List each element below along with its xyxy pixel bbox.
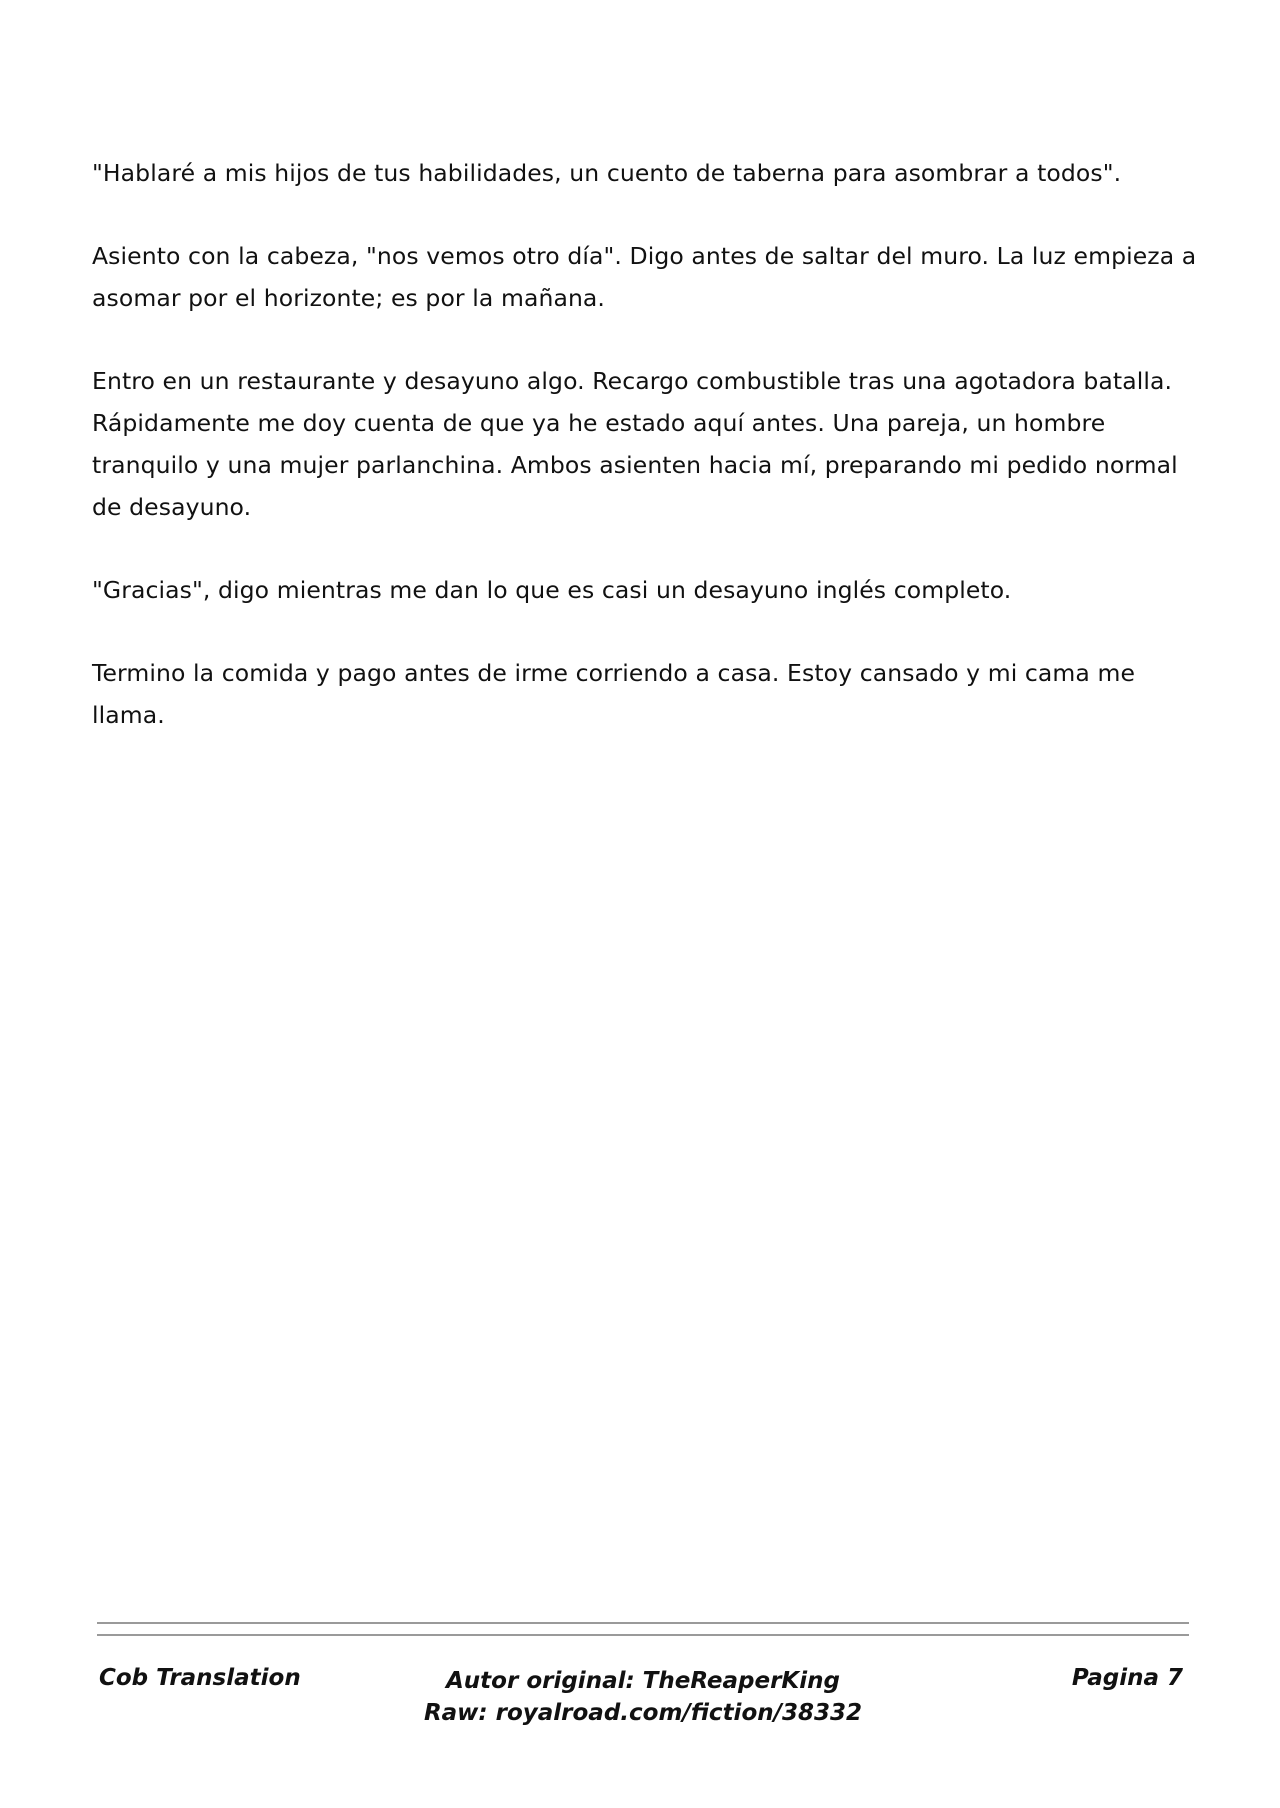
- footer-rule-top: [97, 1622, 1189, 1624]
- footer-divider: [97, 1622, 1189, 1636]
- footer-page-number: Pagina 7: [1071, 1665, 1183, 1691]
- paragraph-3: Entro en un restaurante y desayuno algo. Recargo combustible tras una agotadora batalla. Rápidamente me doy cuenta de que ya he estado aquí antes. Una pareja, un hombre tranquilo y una mujer parlanchina. Ambos asienten hacia mí, preparando mi pedido normal de desayuno.: [92, 367, 1178, 521]
- paragraph-4: "Gracias", digo mientras me dan lo que es casi un desayuno inglés completo.: [92, 576, 1012, 604]
- footer-translator: Cob Translation: [99, 1665, 301, 1691]
- footer-rule-bottom: [97, 1634, 1189, 1636]
- paragraph-5: Termino la comida y pago antes de irme corriendo a casa. Estoy cansado y mi cama me llama.: [92, 659, 1136, 729]
- paragraph-1: "Hablaré a mis hijos de tus habilidades, un cuento de taberna para asombrar a todos".: [92, 159, 1122, 187]
- footer-raw-source: Raw: royalroad.com/fiction/38332: [423, 1700, 863, 1726]
- body-text: [92, 152, 1202, 777]
- footer-author: Autor original: TheReaperKing: [446, 1668, 840, 1694]
- paragraph-2: Asiento con la cabeza, "nos vemos otro día". Digo antes de saltar del muro. La luz empieza a asomar por el horizonte; es por la mañana.: [92, 242, 1197, 312]
- footer-credits: [97, 1665, 1189, 1729]
